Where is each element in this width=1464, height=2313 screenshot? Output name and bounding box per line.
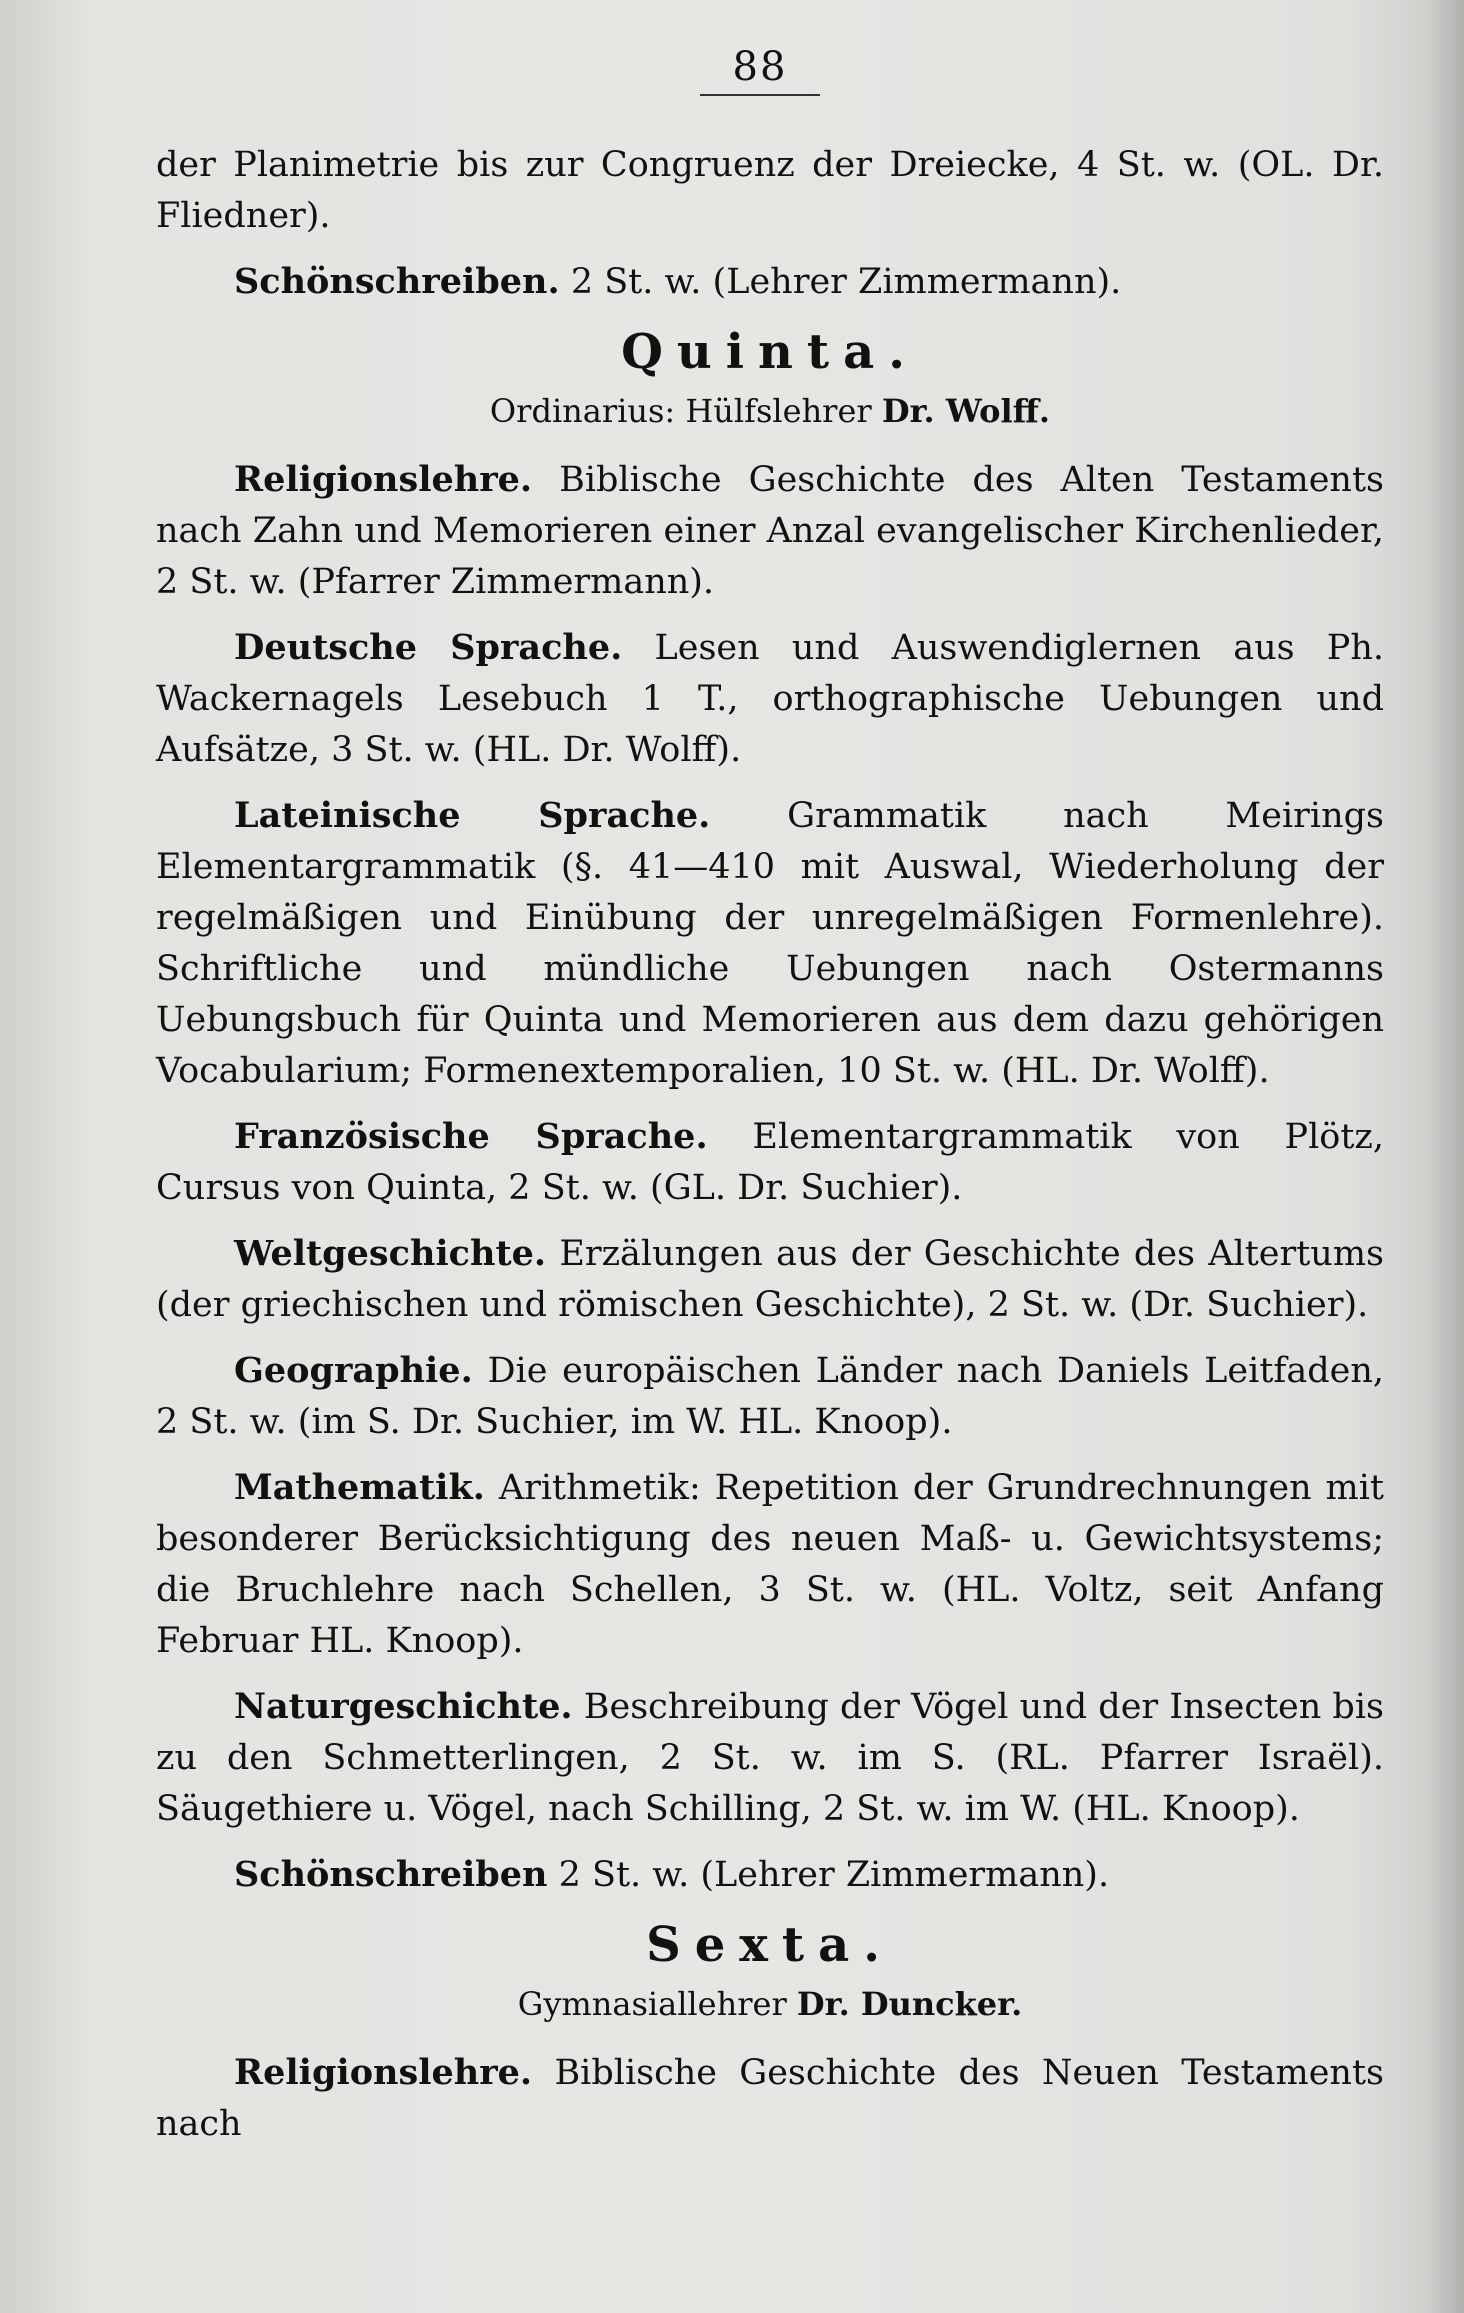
paragraph-text: 2 St. w. (Lehrer Zimmermann). xyxy=(558,1855,1110,1895)
paragraph-text: Arithmetik: Repetition der Grundrechnungen mit besonderer Berücksichtigung des neuen Maß- u. Gewichtsystems; die Bruchlehre nach Schellen, 3 St. w. (HL. Voltz, seit Anfang Februar HL. Knoop). xyxy=(156,1468,1384,1661)
paragraph-lateinische-sprache xyxy=(156,790,1384,1097)
paragraph-weltgeschichte xyxy=(156,1228,1384,1331)
paragraph-text: Elementargrammatik von Plötz, Cursus von Quinta, 2 St. w. (GL. Dr. Suchier). xyxy=(156,1117,1384,1208)
subject-heading: Naturgeschichte. xyxy=(234,1686,573,1727)
paragraph-text: 2 St. w. (Lehrer Zimmermann). xyxy=(570,262,1122,302)
page-edge-shadow xyxy=(1424,0,1464,2313)
page-number: 88 xyxy=(700,40,820,96)
paragraph-naturgeschichte xyxy=(156,1681,1384,1835)
subject-heading: Geographie. xyxy=(234,1350,473,1391)
section-title-quinta: Quinta. xyxy=(621,324,919,380)
page-body xyxy=(156,140,1384,2164)
ordinarius-label: Ordinarius: Hülfslehrer xyxy=(489,392,872,430)
ordinarius-line-sexta xyxy=(156,1981,1384,2027)
subject-heading: Weltgeschichte. xyxy=(234,1233,547,1274)
subject-heading: Schönschreiben. xyxy=(234,261,560,302)
paragraph-planimetrie-continuation xyxy=(156,140,1384,242)
paragraph-schoenschreiben-tertia xyxy=(156,256,1384,308)
paragraph-text: Grammatik nach Meirings Elementargrammatik (§. 41—410 mit Auswal, Wiederholung der regelmäßigen und Einübung der unregelmäßigen Formenlehre). Schriftliche und mündliche Uebungen nach Ostermanns Uebungsbuch für Quinta und Memorieren aus dem dazu gehörigen Vocabularium; Formenextemporalien, 10 St. w. (HL. Dr. Wolff). xyxy=(156,796,1384,1091)
subject-heading: Lateinische Sprache. xyxy=(234,795,711,836)
ordinarius-name: Dr. Duncker. xyxy=(796,1985,1023,2023)
paragraph-geographie xyxy=(156,1345,1384,1448)
paragraph-text: Lesen und Auswendiglernen aus Ph. Wackernagels Lesebuch 1 T., orthographische Uebungen und Aufsätze, 3 St. w. (HL. Dr. Wolff). xyxy=(156,628,1384,770)
subject-heading: Religionslehre. xyxy=(234,2052,533,2093)
paragraph-franzoesische-sprache xyxy=(156,1111,1384,1214)
subject-heading: Religionslehre. xyxy=(234,459,533,500)
paragraph-schoenschreiben-quinta xyxy=(156,1849,1384,1901)
section-title-sexta: Sexta. xyxy=(646,1917,894,1973)
subject-heading: Schönschreiben xyxy=(234,1854,548,1895)
paragraph-text: Biblische Geschichte des Neuen Testaments nach xyxy=(156,2053,1384,2144)
subject-heading: Deutsche Sprache. xyxy=(234,627,623,668)
paragraph-text: der Planimetrie bis zur Congruenz der Dreiecke, 4 St. w. (OL. Dr. Fliedner). xyxy=(156,145,1384,236)
paragraph-text: Die europäischen Länder nach Daniels Leitfaden, 2 St. w. (im S. Dr. Suchier, im W. HL. Knoop). xyxy=(156,1351,1384,1442)
paragraph-mathematik xyxy=(156,1462,1384,1667)
paragraph-text: Erzälungen aus der Geschichte des Altertums (der griechischen und römischen Geschichte), 2 St. w. (Dr. Suchier). xyxy=(156,1234,1384,1325)
ordinarius-label: Gymnasiallehrer xyxy=(517,1985,787,2023)
paragraph-religionslehre-quinta xyxy=(156,454,1384,608)
paragraph-religionslehre-sexta xyxy=(156,2047,1384,2150)
paragraph-text: Biblische Geschichte des Alten Testaments nach Zahn und Memorieren einer Anzal evangelischer Kirchenlieder, 2 St. w. (Pfarrer Zimmermann). xyxy=(156,460,1384,602)
ordinarius-line-quinta xyxy=(156,388,1384,434)
paragraph-deutsche-sprache xyxy=(156,622,1384,776)
ordinarius-name: Dr. Wolff. xyxy=(881,392,1051,430)
paragraph-text: Beschreibung der Vögel und der Insecten bis zu den Schmetterlingen, 2 St. w. im S. (RL. Pfarrer Israël). Säugethiere u. Vögel, nach Schilling, 2 St. w. im W. (HL. Knoop). xyxy=(156,1687,1384,1829)
subject-heading: Mathematik. xyxy=(234,1467,485,1508)
subject-heading: Französische Sprache. xyxy=(234,1116,708,1157)
